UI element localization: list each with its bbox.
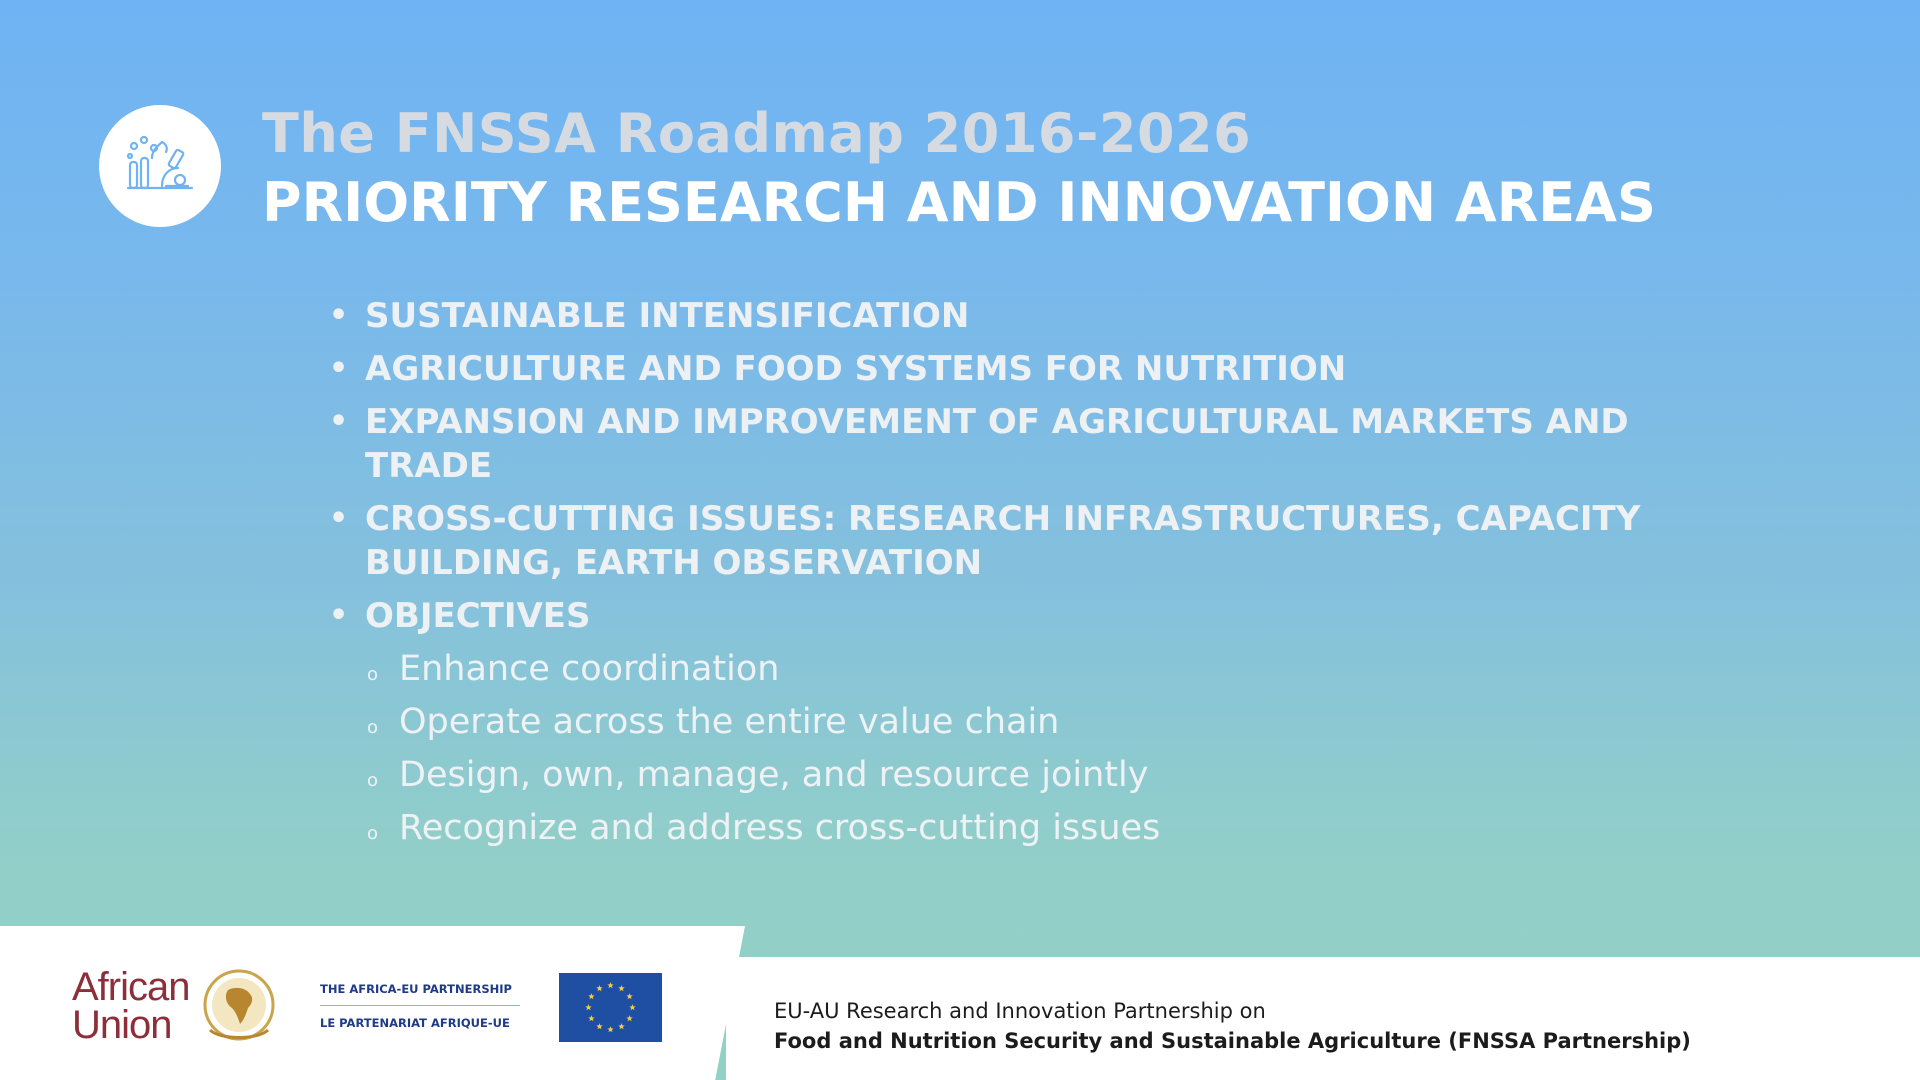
bullet-icon: •: [329, 598, 349, 633]
eu-star: [607, 982, 613, 988]
sub-list-item: o Enhance coordination: [326, 647, 1706, 691]
circle-bullet-icon: o: [367, 823, 379, 844]
bullet-icon: •: [329, 404, 349, 439]
africa-eu-partnership-logo: THE AFRICA-EU PARTNERSHIP LE PARTENARIAT AFRIQUE-UE: [320, 982, 520, 1030]
bullet-icon: •: [329, 351, 349, 386]
page-title: The FNSSA Roadmap 2016-2026: [262, 102, 1252, 165]
eu-star: [626, 1015, 632, 1021]
list-item: • SUSTAINABLE INTENSIFICATION: [329, 296, 970, 336]
list-item: • EXPANSION AND IMPROVEMENT OF AGRICULTURAL MARKETS AND TRADE: [329, 402, 1629, 486]
eu-star: [585, 1004, 591, 1010]
research-lab-icon: [122, 128, 198, 204]
au-emblem-icon: [198, 968, 280, 1046]
eu-star: [626, 993, 632, 999]
eu-star: [618, 985, 624, 991]
eu-star: [588, 1015, 594, 1021]
footer-line1: EU-AU Research and Innovation Partnership on: [774, 999, 1266, 1023]
eu-star: [588, 993, 594, 999]
list-item: • CROSS-CUTTING ISSUES: RESEARCH INFRASTRUCTURES, CAPACITY BUILDING, EARTH OBSERVATION: [329, 499, 1641, 583]
research-logo: [99, 105, 221, 227]
list-item: • AGRICULTURE AND FOOD SYSTEMS FOR NUTRITION: [329, 349, 1347, 389]
eu-star: [596, 1023, 602, 1029]
eu-star: [596, 985, 602, 991]
eu-stars-icon: [559, 973, 662, 1042]
footer-line2: Food and Nutrition Security and Sustainable Agriculture (FNSSA Partnership): [774, 1029, 1691, 1053]
circle-bullet-icon: o: [367, 770, 379, 791]
circle-bullet-icon: o: [367, 664, 379, 685]
bullet-list: [326, 294, 1706, 859]
bullet-icon: •: [329, 501, 349, 536]
eu-star: [618, 1023, 624, 1029]
eu-flag: [559, 973, 662, 1042]
footer-caption: [774, 996, 1691, 1056]
circle-bullet-icon: o: [367, 717, 379, 738]
title-block: [262, 98, 1656, 236]
sub-list-item: o Operate across the entire value chain: [326, 700, 1706, 744]
sub-list-item: o Recognize and address cross-cutting issues: [326, 806, 1706, 850]
bullet-icon: •: [329, 298, 349, 333]
page-subtitle: PRIORITY RESEARCH AND INNOVATION AREAS: [262, 171, 1656, 234]
eu-star: [607, 1026, 613, 1032]
eu-star: [629, 1004, 635, 1010]
sub-list-item: o Design, own, manage, and resource jointly: [326, 753, 1706, 797]
list-item: • OBJECTIVES: [329, 596, 591, 636]
african-union-logo: African Union: [72, 965, 190, 1047]
